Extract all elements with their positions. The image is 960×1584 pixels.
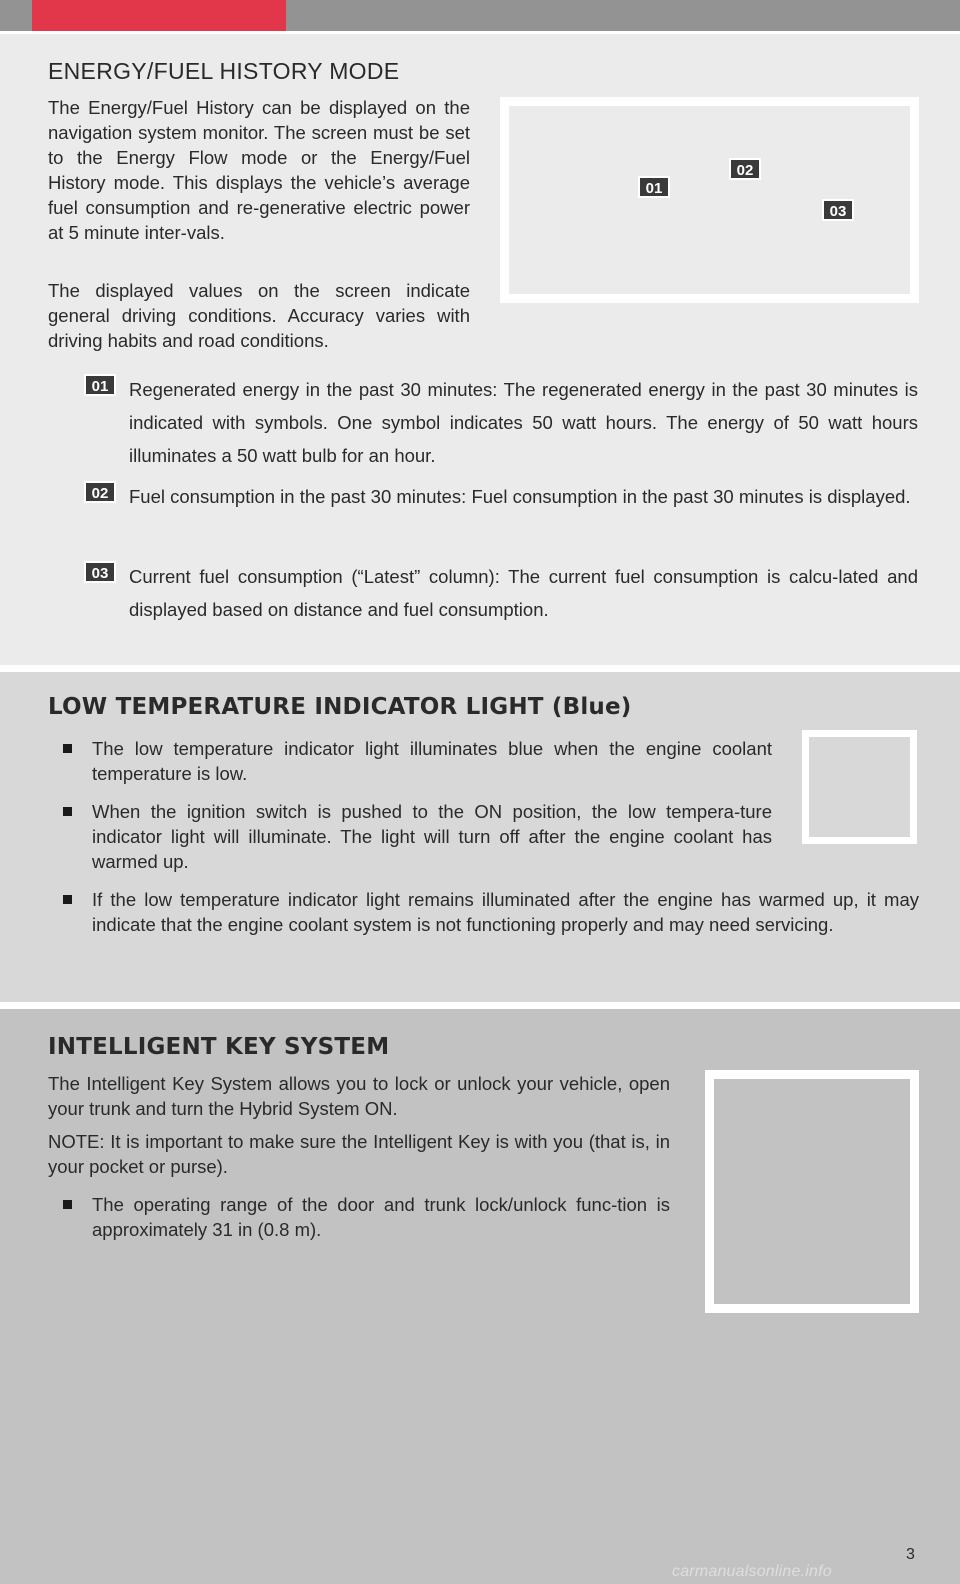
- top-bar-accent: [32, 0, 286, 33]
- item-badge-03: 03: [84, 561, 116, 583]
- energy-item-01: Regenerated energy in the past 30 minutes: The regenerated energy in the past 30 minutes is indicated with symbols. One symbol indicates 50 watt hours. The energy of 50 watt hours illuminates a 50 watt bulb for an hour.: [129, 379, 918, 466]
- energy-history-screen-image: [500, 97, 919, 303]
- low-temp-bullet-3: [92, 887, 919, 937]
- bullet-square-icon: [63, 1200, 72, 1209]
- low-temp-indicator-image: [802, 730, 917, 844]
- watermark: carmanualsonline.info: [672, 1563, 832, 1580]
- energy-item-02: Fuel consumption in the past 30 minutes: Fuel consumption in the past 30 minutes is displayed.: [129, 486, 911, 507]
- energy-fuel-paragraph-2: The displayed values on the screen indicate general driving conditions. Accuracy varies with driving habits and road conditions.: [48, 280, 470, 351]
- intelligent-key-paragraph-1: The Intelligent Key System allows you to lock or unlock your vehicle, open your trunk and turn the Hybrid System ON.: [48, 1073, 670, 1119]
- low-temp-bullet-2: [92, 799, 772, 874]
- section-divider: [0, 665, 960, 672]
- item-badge-01: 01: [84, 374, 116, 396]
- energy-fuel-paragraph-1: The Energy/Fuel History can be displayed on the navigation system monitor. The screen must be set to the Energy Flow mode or the Energy/Fuel History mode. This displays the vehicle’s average fuel consumption and re-generative electric power at 5 minute inter-vals.: [48, 97, 470, 243]
- callout-badge-02: 02: [729, 158, 761, 180]
- item-badge-02: 02: [84, 481, 116, 503]
- intelligent-key-image: [705, 1070, 919, 1313]
- low-temp-bullet-2-text: When the ignition switch is pushed to the ON position, the low tempera-ture indicator light will illuminate. The light will turn off after the engine coolant has warmed up.: [92, 801, 772, 872]
- bullet-square-icon: [63, 807, 72, 816]
- bullet-square-icon: [63, 895, 72, 904]
- low-temp-bullet-1-text: The low temperature indicator light illuminates blue when the engine coolant temperature is low.: [92, 738, 772, 784]
- intelligent-key-bullet-1: [92, 1192, 670, 1242]
- callout-badge-03: 03: [822, 199, 854, 221]
- section-divider: [0, 1002, 960, 1009]
- callout-badge-01: 01: [638, 176, 670, 198]
- top-bar: [0, 0, 960, 33]
- intelligent-key-title: INTELLIGENT KEY SYSTEM: [48, 1034, 390, 1060]
- intelligent-key-bullet-1-text: The operating range of the door and trunk lock/unlock func-tion is approximately 31 in (0.8 m).: [92, 1194, 670, 1240]
- energy-item-03: Current fuel consumption (“Latest” column): The current fuel consumption is calcu-lated and displayed based on distance and fuel consumption.: [129, 566, 918, 620]
- low-temp-title: LOW TEMPERATURE INDICATOR LIGHT (Blue): [48, 694, 632, 720]
- low-temp-bullet-3-text: If the low temperature indicator light remains illuminated after the engine has warmed up, it may indicate that the engine coolant system is not functioning properly and may need servicing.: [92, 889, 919, 935]
- intelligent-key-paragraph-2: NOTE: It is important to make sure the Intelligent Key is with you (that is, in your pocket or purse).: [48, 1131, 670, 1177]
- page-number: 3: [906, 1546, 915, 1563]
- bullet-square-icon: [63, 744, 72, 753]
- low-temp-bullet-1: [92, 736, 772, 786]
- energy-fuel-title: ENERGY/FUEL HISTORY MODE: [48, 58, 400, 84]
